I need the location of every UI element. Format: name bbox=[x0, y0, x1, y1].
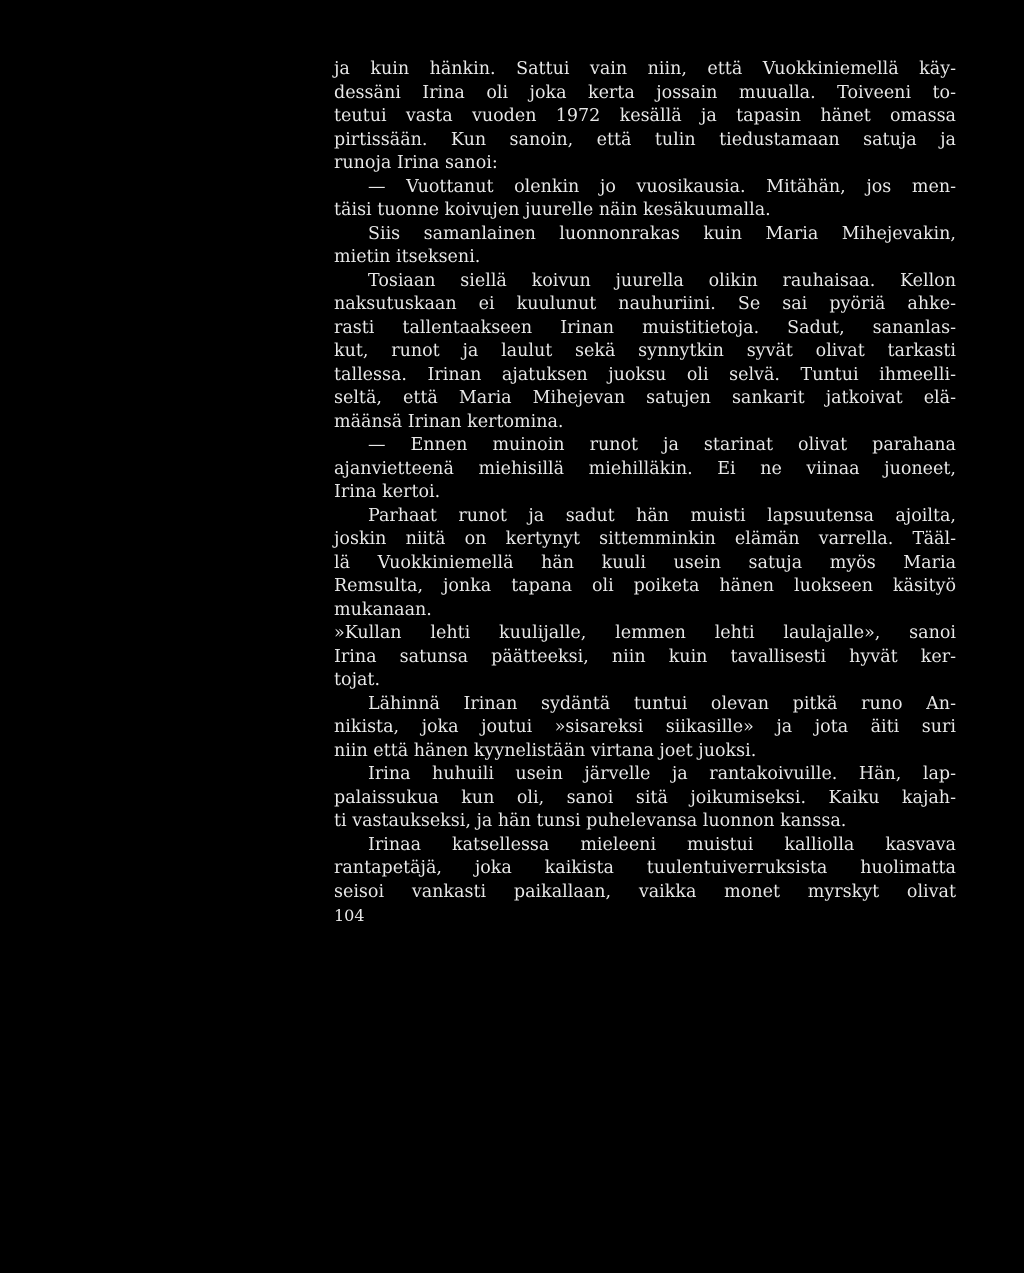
text-line: tallessa. Irinan ajatuksen juoksu oli selvä. Tuntui ihmeelli- bbox=[334, 364, 956, 385]
text-line: ti vastaukseksi, ja hän tunsi puhelevansa luonnon kanssa. bbox=[334, 811, 847, 831]
text-line: — Ennen muinoin runot ja starinat olivat parahana bbox=[368, 435, 956, 455]
text-line: Lähinnä Irinan sydäntä tuntui olevan pitkä runo An- bbox=[368, 693, 956, 714]
text-line: täisi tuonne koivujen juurelle näin kesäkuumalla. bbox=[334, 200, 771, 220]
text-line: rasti tallentaakseen Irinan muistitietoja. Sadut, sananlas- bbox=[334, 317, 956, 338]
text-line: ajanvietteenä miehisillä miehilläkin. Ei ne viinaa juoneet, bbox=[334, 458, 956, 479]
text-line: Remsulta, jonka tapana oli poiketa hänen luokseen käsityö bbox=[334, 576, 956, 596]
text-line: Siis samanlainen luonnonrakas kuin Maria Mihejevakin, bbox=[368, 223, 956, 244]
text-line: mietin itsekseni. bbox=[334, 247, 481, 267]
text-line: runoja Irina sanoi: bbox=[334, 153, 498, 173]
text-line: Parhaat runot ja sadut hän muisti lapsuutensa ajoilta, bbox=[368, 505, 956, 526]
text-line: kut, runot ja laulut sekä synnytkin syvät olivat tarkasti bbox=[334, 341, 956, 361]
text-line: Irinaa katsellessa mieleeni muistui kalliolla kasvava bbox=[368, 834, 956, 855]
text-line: ja kuin hänkin. Sattui vain niin, että Vuokkiniemellä käy- bbox=[334, 59, 956, 79]
text-line: pirtissään. Kun sanoin, että tulin tiedustamaan satuja ja bbox=[334, 129, 956, 150]
page-number: 104 bbox=[334, 906, 365, 925]
text-line: »Kullan lehti kuulijalle, lemmen lehti laulajalle», sanoi bbox=[334, 623, 956, 643]
text-line: Irina satunsa päätteeksi, niin kuin tavallisesti hyvät ker- bbox=[334, 646, 956, 667]
text-line: mukanaan. bbox=[334, 599, 432, 620]
text-line: nikista, joka joutui »sisareksi siikasille» ja jota äiti suri bbox=[334, 717, 956, 737]
text-line: määnsä Irinan kertomina. bbox=[334, 411, 564, 432]
text-line: rantapetäjä, joka kaikista tuulentuiverruksista huolimatta bbox=[334, 858, 956, 878]
text-line: palaissukua kun oli, sanoi sitä joikumiseksi. Kaiku kajah- bbox=[334, 787, 956, 808]
text-line: lä Vuokkiniemellä hän kuuli usein satuja myös Maria bbox=[334, 552, 956, 573]
body-text bbox=[334, 58, 956, 904]
text-line: Irina kertoi. bbox=[334, 482, 441, 502]
text-line: Irina huhuili usein järvelle ja rantakoivuille. Hän, lap- bbox=[368, 764, 956, 784]
text-line: teutui vasta vuoden 1972 kesällä ja tapasin hänet omassa bbox=[334, 106, 956, 126]
text-line: seltä, että Maria Mihejevan satujen sankarit jatkoivat elä- bbox=[334, 388, 956, 408]
text-line: naksutuskaan ei kuulunut nauhuriini. Se sai pyöriä ahke- bbox=[334, 294, 956, 314]
text-line: niin että hänen kyynelistään virtana joet juoksi. bbox=[334, 740, 757, 761]
text-line: seisoi vankasti paikallaan, vaikka monet myrskyt olivat bbox=[334, 881, 956, 902]
text-line: dessäni Irina oli joka kerta jossain muualla. Toiveeni to- bbox=[334, 82, 956, 103]
text-line: joskin niitä on kertynyt sittemminkin elämän varrella. Tääl- bbox=[334, 529, 956, 549]
text-line: — Vuottanut olenkin jo vuosikausia. Mitähän, jos men- bbox=[368, 176, 956, 197]
text-line: Tosiaan siellä koivun juurella olikin rauhaisaa. Kellon bbox=[368, 270, 956, 291]
text-line: tojat. bbox=[334, 670, 381, 690]
